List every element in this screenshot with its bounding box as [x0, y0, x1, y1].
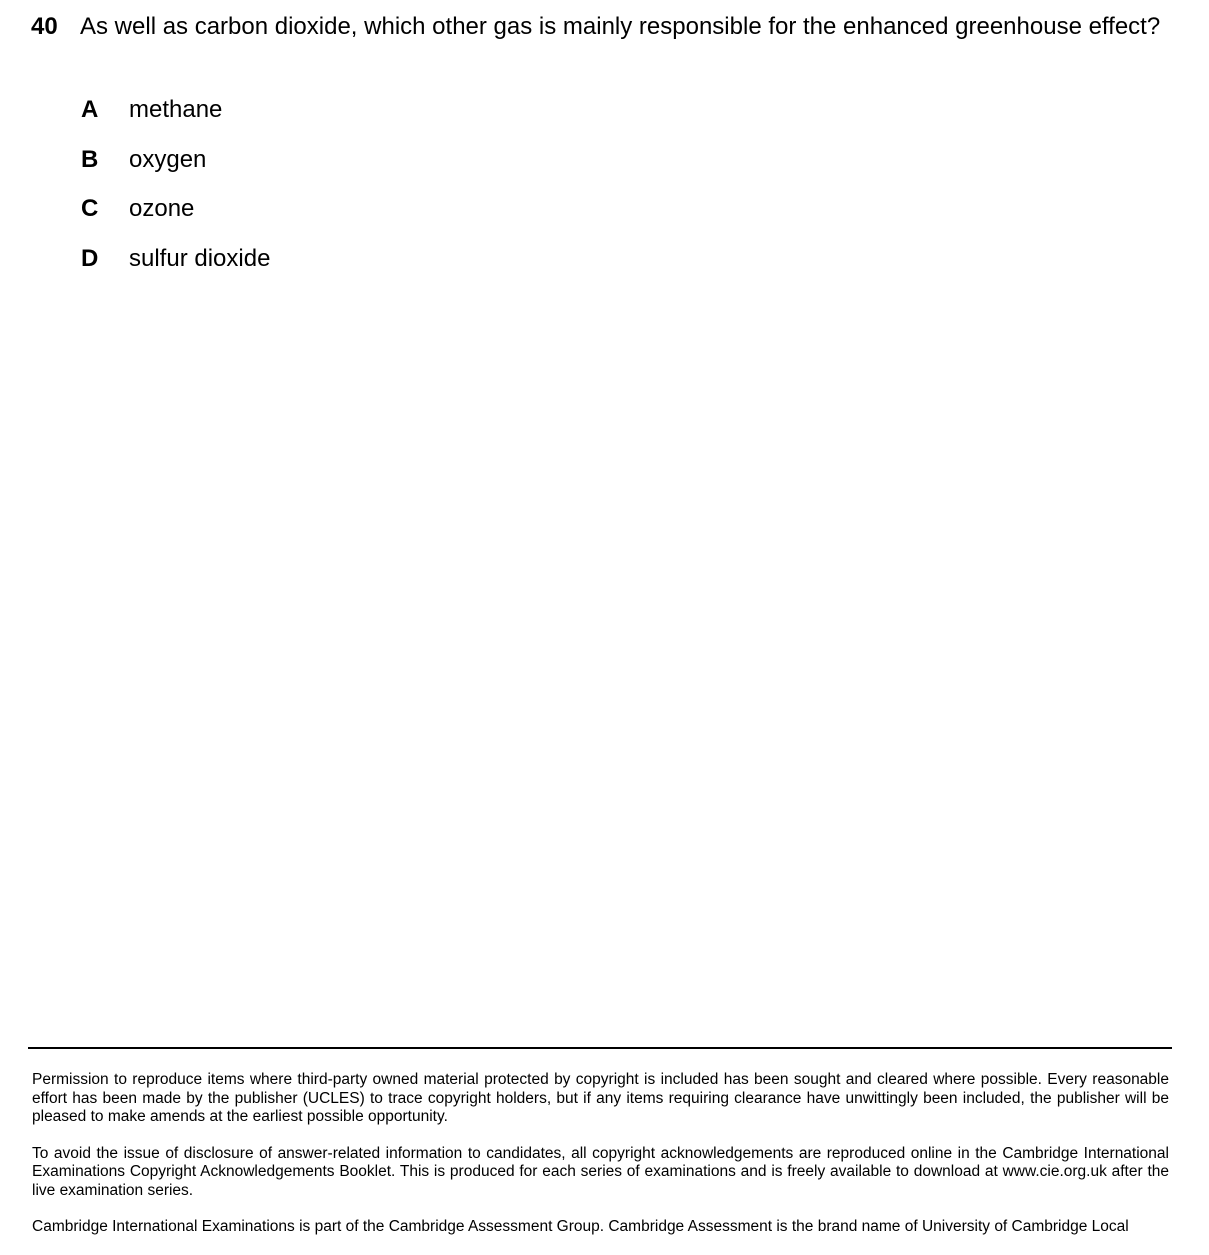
option-text: sulfur dioxide [129, 245, 271, 273]
option-letter: C [81, 195, 99, 223]
option-letter: B [81, 145, 99, 173]
cambridge-notice: Cambridge International Examinations is part of the Cambridge Assessment Group. Cambridge Assessment is the brand name of University of Cambridge Local [32, 1218, 1129, 1235]
option-text: ozone [129, 195, 195, 223]
option-letter: D [81, 245, 99, 273]
option-text: oxygen [129, 145, 207, 173]
permission-notice: Permission to reproduce items where third-party owned material protected by copyright is included has been sought and cleared where possible. Every reasonable effort has been made by the publisher (UCLES) to trace copyright holders, but if any items requiring clearance have unwittingly been included, the publisher will be pleased to make amends at the earliest possible opportunity. [32, 1071, 1169, 1125]
footer-divider [28, 1047, 1172, 1049]
question-block [31, 12, 1169, 42]
option-text: methane [129, 96, 223, 123]
question-number: 40 [31, 13, 58, 40]
copyright-footer [32, 1071, 1169, 1255]
option-letter: A [81, 96, 99, 123]
disclosure-notice: To avoid the issue of disclosure of answer-related information to candidates, all copyright acknowledgements are reproduced online in the Cambridge International Examinations Copyright Acknowledgements Booklet. This is produced for each series of examinations and is freely available to download at www.cie.org.uk after the live examination series. [32, 1144, 1169, 1199]
question-text: As well as carbon dioxide, which other gas is mainly responsible for the enhanced greenhouse effect? [80, 13, 1161, 40]
